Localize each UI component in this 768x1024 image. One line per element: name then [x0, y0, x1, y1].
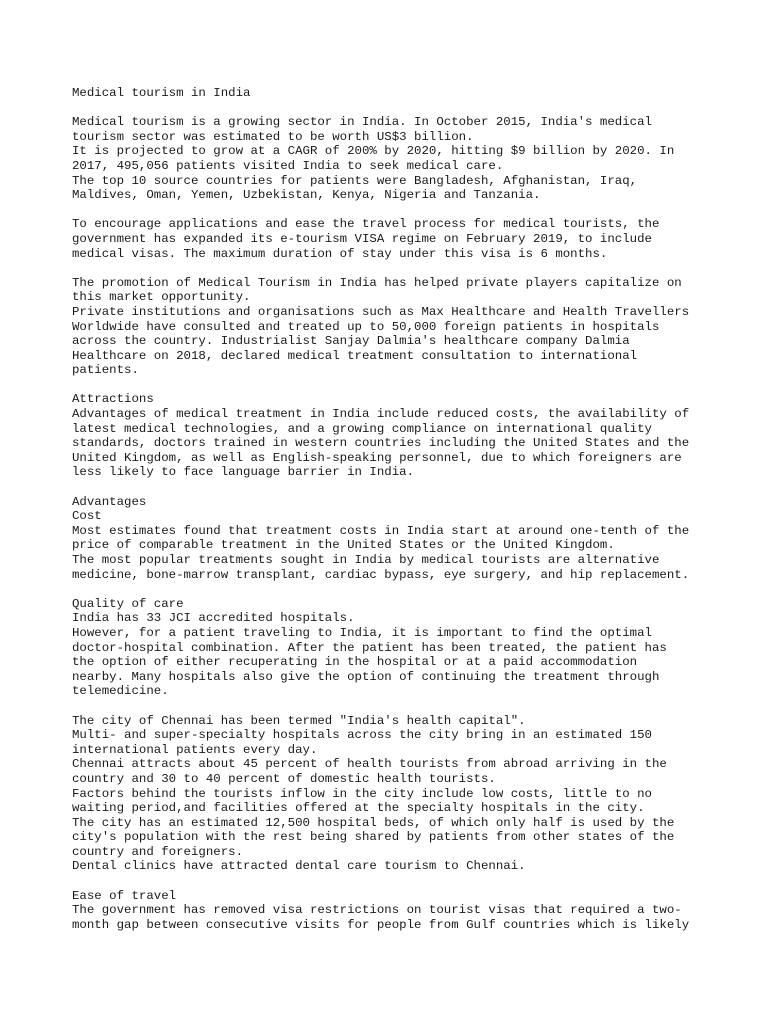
section-heading: Attractions: [72, 392, 154, 407]
text-line: this market opportunity.: [72, 290, 251, 305]
text-line: country and foreigners.: [72, 844, 244, 859]
text-line: India has 33 JCI accredited hospitals.: [72, 611, 355, 626]
section-ease-of-travel: [72, 889, 712, 933]
text-line: international patients every day.: [72, 742, 318, 757]
paragraph-visa: [72, 217, 712, 261]
text-line: Advantages of medical treatment in India include reduced costs, the availability of: [72, 407, 690, 422]
text-line: latest medical technologies, and a growing compliance on international quality: [72, 421, 652, 436]
text-line: country and 30 to 40 percent of domestic health tourists.: [72, 771, 496, 786]
text-line: Medical tourism is a growing sector in India. In October 2015, India's medical: [72, 115, 652, 130]
text-line: The city has an estimated 12,500 hospital beds, of which only half is used by the: [72, 815, 675, 830]
text-line: price of comparable treatment in the United States or the United Kingdom.: [72, 538, 615, 553]
text-line: government has expanded its e-tourism VISA regime on February 2019, to include: [72, 231, 652, 246]
text-line: The top 10 source countries for patients were Bangladesh, Afghanistan, Iraq,: [72, 173, 638, 188]
subsection-heading: Cost: [72, 509, 102, 524]
text-line: tourism sector was estimated to be worth US$3 billion.: [72, 129, 474, 144]
section-quality-of-care: [72, 597, 712, 699]
text-line: Worldwide have consulted and treated up to 50,000 foreign patients in hospitals: [72, 319, 660, 334]
text-line: standards, doctors trained in western countries including the United States and the: [72, 436, 690, 451]
text-line: doctor-hospital combination. After the patient has been treated, the patient has: [72, 640, 667, 655]
title-line: Medical tourism in India: [72, 86, 251, 100]
text-line: Chennai attracts about 45 percent of health tourists from abroad arriving in the: [72, 757, 667, 772]
text-line: Most estimates found that treatment costs in India start at around one-tenth of the: [72, 523, 690, 538]
section-attractions: [72, 392, 712, 480]
paragraph-overview: [72, 115, 712, 203]
text-line: Multi- and super-specialty hospitals across the city bring in an estimated 150: [72, 728, 652, 743]
text-line: It is projected to grow at a CAGR of 200% by 2020, hitting $9 billion by 2020. In: [72, 144, 675, 159]
text-line: Healthcare on 2018, declared medical treatment consultation to international: [72, 348, 638, 363]
text-line: the option of either recuperating in the hospital or at a paid accommodation: [72, 655, 638, 670]
text-line: waiting period,and facilities offered at the specialty hospitals in the city.: [72, 801, 645, 816]
text-line: medicine, bone-marrow transplant, cardiac bypass, eye surgery, and hip replacement.: [72, 567, 690, 582]
text-line: medical visas. The maximum duration of stay under this visa is 6 months.: [72, 246, 608, 261]
text-line: nearby. Many hospitals also give the option of continuing the treatment through: [72, 669, 660, 684]
text-line: 2017, 495,056 patients visited India to seek medical care.: [72, 158, 504, 173]
text-line: The most popular treatments sought in India by medical tourists are alternative: [72, 553, 660, 567]
paragraph-private-players: [72, 276, 712, 378]
section-advantages: [72, 495, 712, 583]
document-title: [72, 86, 712, 101]
section-heading: Quality of care: [72, 596, 184, 611]
document-page: [72, 86, 712, 947]
text-line: However, for a patient traveling to India, it is important to find the optimal: [72, 625, 652, 640]
text-line: Dental clinics have attracted dental care tourism to Chennai.: [72, 859, 526, 874]
paragraph-chennai: [72, 714, 712, 875]
text-line: month gap between consecutive visits for people from Gulf countries which is likely: [72, 917, 690, 932]
text-line: Factors behind the tourists inflow in the city include low costs, little to no: [72, 786, 652, 801]
text-line: The government has removed visa restrictions on tourist visas that required a two-: [72, 903, 682, 918]
text-line: patients.: [72, 363, 139, 378]
text-line: Private institutions and organisations such as Max Healthcare and Health Travellers: [72, 304, 690, 319]
section-heading: Ease of travel: [72, 888, 177, 903]
text-line: across the country. Industrialist Sanjay Dalmia's healthcare company Dalmia: [72, 334, 630, 349]
text-line: city's population with the rest being shared by patients from other states of the: [72, 830, 675, 845]
text-line: The promotion of Medical Tourism in India has helped private players capitalize on: [72, 275, 682, 290]
text-line: Maldives, Oman, Yemen, Uzbekistan, Kenya, Nigeria and Tanzania.: [72, 188, 541, 203]
text-line: To encourage applications and ease the travel process for medical tourists, the: [72, 217, 660, 232]
text-line: less likely to face language barrier in India.: [72, 465, 415, 480]
text-line: The city of Chennai has been termed "India's health capital".: [72, 713, 526, 728]
text-line: telemedicine.: [72, 684, 169, 699]
text-line: United Kingdom, as well as English-speaking personnel, due to which foreigners are: [72, 450, 682, 465]
section-heading: Advantages: [72, 494, 147, 509]
